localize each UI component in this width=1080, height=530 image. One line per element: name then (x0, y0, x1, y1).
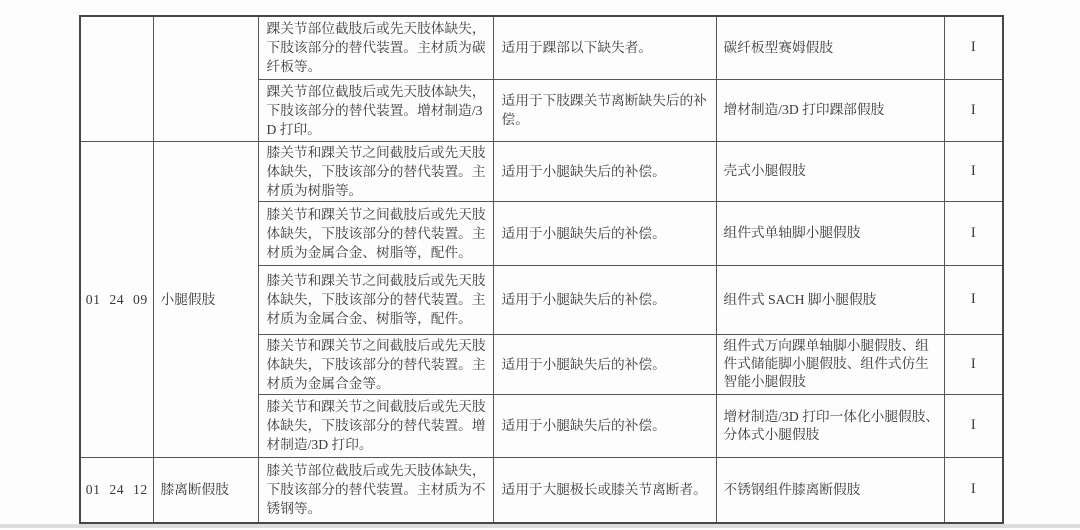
level-cell: I (944, 265, 1003, 334)
description-cell: 膝关节和踝关节之间截肢后或先天肢体缺失，下肢该部分的替代装置。增材制造/3D 打印。 (258, 394, 493, 457)
description-cell: 膝关节和踝关节之间截肢后或先天肢体缺失，下肢该部分的替代装置。主材质为树脂等。 (258, 141, 493, 201)
code-cell (80, 16, 153, 141)
product-cell: 壳式小腿假肢 (716, 141, 944, 201)
scope-cell: 适用于小腿缺失后的补偿。 (493, 141, 716, 201)
product-cell: 不锈钢组件膝离断假肢 (716, 457, 944, 523)
level-cell: I (944, 457, 1003, 523)
level-cell: I (944, 79, 1003, 141)
scope-cell: 适用于小腿缺失后的补偿。 (493, 265, 716, 334)
product-cell: 增材制造/3D 打印踝部假肢 (716, 79, 944, 141)
description-cell: 膝关节和踝关节之间截肢后或先天肢体缺失，下肢该部分的替代装置。主材质为金属合金、树脂等，配件。 (258, 265, 493, 334)
table-row (80, 457, 1003, 523)
scope-cell: 适用于下肢踝关节离断缺失后的补偿。 (493, 79, 716, 141)
product-cell: 碳纤板型赛姆假肢 (716, 16, 944, 79)
code-cell: 01 24 12 (80, 457, 153, 523)
level-cell: I (944, 334, 1003, 394)
scope-cell: 适用于小腿缺失后的补偿。 (493, 334, 716, 394)
description-cell: 踝关节部位截肢后或先天肢体缺失，下肢该部分的替代装置。增材制造/3D 打印。 (258, 79, 493, 141)
product-cell: 组件式 SACH 脚小腿假肢 (716, 265, 944, 334)
category-name-cell (153, 16, 258, 141)
category-name-cell: 小腿假肢 (153, 141, 258, 457)
description-cell: 踝关节部位截肢后或先天肢体缺失，下肢该部分的替代装置。主材质为碳纤板等。 (258, 16, 493, 79)
product-cell: 增材制造/3D 打印一体化小腿假肢、分体式小腿假肢 (716, 394, 944, 457)
scope-cell: 适用于小腿缺失后的补偿。 (493, 394, 716, 457)
scope-cell: 适用于大腿极长或膝关节离断者。 (493, 457, 716, 523)
level-cell: I (944, 16, 1003, 79)
page-bottom-edge (0, 524, 1080, 528)
level-cell: I (944, 141, 1003, 201)
product-cell: 组件式单轴脚小腿假肢 (716, 201, 944, 265)
scope-cell: 适用于小腿缺失后的补偿。 (493, 201, 716, 265)
level-cell: I (944, 394, 1003, 457)
description-cell: 膝关节部位截肢后或先天肢体缺失，下肢该部分的替代装置。主材质为不锈钢等。 (258, 457, 493, 523)
description-cell: 膝关节和踝关节之间截肢后或先天肢体缺失，下肢该部分的替代装置。主材质为金属合金、树脂等，配件。 (258, 201, 493, 265)
scope-cell: 适用于踝部以下缺失者。 (493, 16, 716, 79)
code-cell: 01 24 09 (80, 141, 153, 457)
product-cell: 组件式万向踝单轴脚小腿假肢、组件式储能脚小腿假肢、组件式仿生智能小腿假肢 (716, 334, 944, 394)
table-row (80, 141, 1003, 201)
description-cell: 膝关节和踝关节之间截肢后或先天肢体缺失，下肢该部分的替代装置。主材质为金属合金等。 (258, 334, 493, 394)
catalog-table (79, 15, 1004, 524)
category-name-cell: 膝离断假肢 (153, 457, 258, 523)
level-cell: I (944, 201, 1003, 265)
table-row (80, 16, 1003, 79)
